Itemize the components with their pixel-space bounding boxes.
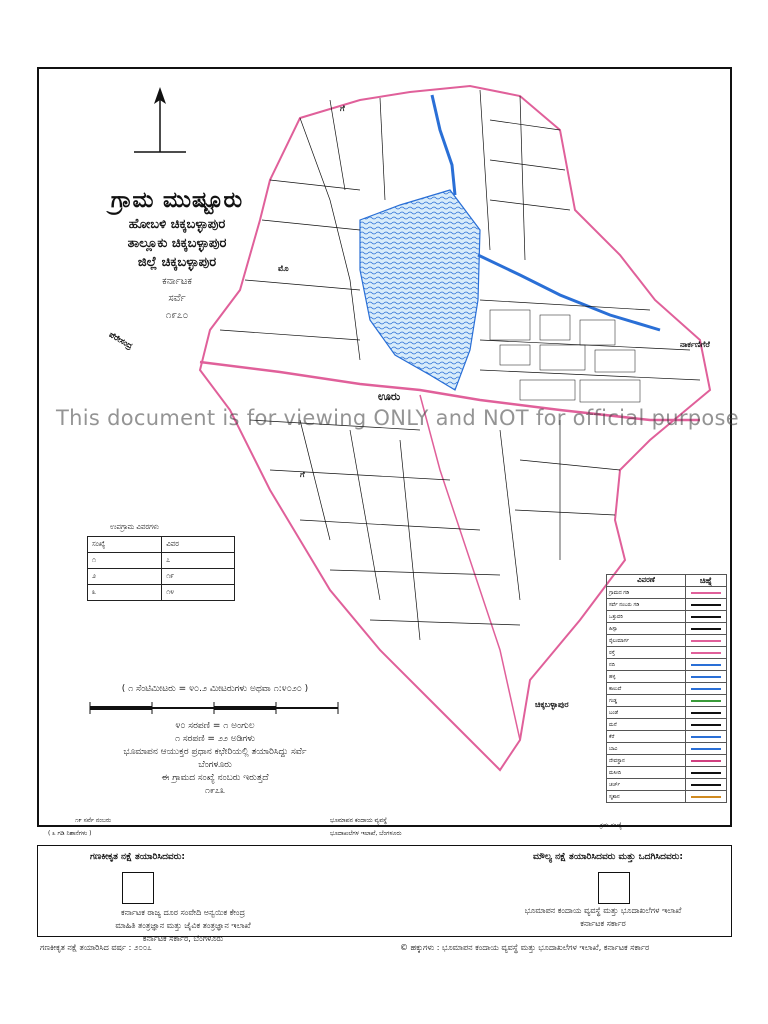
scale-chain-inch: ೪೦ ಸರಪಣಿ = ೧ ಅಂಗುಲ [175,721,255,731]
legend-line-icon [691,748,721,750]
legend-header-symbol: ಚಿಹ್ನೆ [686,575,727,587]
right-approval-line: ಭೂಮಾಪನ ಕಂದಾಯ ವ್ಯವಸ್ಥೆ ಮತ್ತು ಭೂದಾಖಲೆಗಳ ಇಲಾಖೆ [524,906,682,915]
hobli-name: ಹೋಬಳಿ ಚಿಕ್ಕಬಳ್ಳಾಪುರ [128,217,226,232]
map-legend [606,574,727,803]
table-cell: ೧೯ [162,569,235,585]
legend-label: ಬಾವಿ [607,743,686,755]
legend-symbol [686,767,727,779]
district-name: ಜಿಲ್ಲೆ ಚಿಕ್ಕಬಳ್ಳಾಪುರ [137,255,217,270]
village-number-note: ಈ ಗ್ರಾಮದ ಸಂಖ್ಯೆ ನಂಬರು ಇರುತ್ತದೆ [161,773,269,783]
left-approval-line: ಮಾಹಿತಿ ತಂತ್ರಜ್ಞಾನ ಮತ್ತು ಜೈವಿಕ ತಂತ್ರಜ್ಞಾನ ಇಲಾಖೆ [115,921,251,930]
scale-bar [88,698,342,718]
legend-row [607,683,727,695]
legend-row [607,707,727,719]
table-header: ವಿವರ [162,537,235,553]
legend-line-icon [691,604,721,606]
stream [432,95,455,195]
legend-row [607,611,727,623]
legend-symbol [686,671,727,683]
legend-label: ಗುಡ್ಡ [607,695,686,707]
legend-row [607,791,727,803]
legend-line-icon [691,796,721,798]
legend-row [607,743,727,755]
legend-line-icon [691,592,721,594]
digitized-year: ಗಣಕೀಕೃತ ನಕ್ಷೆ ತಯಾರಿಸಿದ ವರ್ಷ : ೨೦೦೭ [40,943,152,952]
legend-symbol [686,695,727,707]
footer-note-left-sub: ( ೩ ಗಡಿ ನಿಶಾನೆಗಳು ) [48,830,92,837]
right-stamp-box [598,872,630,904]
footer-note-center-sub: ಭೂದಾಖಲೆಗಳ ಇಲಾಖೆ, ಬೆಂಗಳೂರು [330,830,402,837]
legend-symbol [686,635,727,647]
taluk-name: ತಾಲ್ಲೂಕು ಚಿಕ್ಕಬಳ್ಳಾಪುರ [127,236,227,251]
settlement [490,310,640,402]
footer-note-center: ಭೂಮಾಪನ ಕಂದಾಯ ವ್ಯವಸ್ಥೆ [330,817,388,824]
legend-header-label: ವಿವರಣೆ [607,575,686,587]
legend-line-icon [691,712,721,714]
legend-label: ಮಸೀದಿ [607,767,686,779]
legend-label: ಬಂಡೆ [607,707,686,719]
scale-chain-feet: ೧ ಸರಪಣಿ = ೨೨ ಅಡಿಗಳು [174,734,255,744]
survey-office-note: ಭೂಮಾಪನ ಆಯುಕ್ತರ ಪ್ರಧಾನ ಕಛೇರಿಯಲ್ಲಿ ತಯಾರಿಸಿದ್ದು ಸರ್ವೆ [123,747,307,757]
left-approval-line: ಕರ್ನಾಟಕ ರಾಜ್ಯ ದೂರ ಸಂವೇದಿ ಅನ್ವಯಿಕ ಕೇಂದ್ರ [121,908,245,917]
legend-label: ಕಾಲುವೆ [607,683,686,695]
legend-symbol [686,791,727,803]
scale-block [80,684,350,796]
place-label: ಪೆರೇಸಂದ್ರ [107,330,135,351]
legend-symbol [686,755,727,767]
legend-label: ಚರ್ಚ್ [607,779,686,791]
table-row [88,585,235,601]
hamlet-table-title: ಉಪಗ್ರಾಮ ವಿವರಗಳು [110,523,159,531]
legend-symbol [686,599,727,611]
legend-line-icon [691,784,721,786]
watermark: This document is for viewing ONLY and NOT for official purpose [56,406,739,430]
legend-symbol [686,683,727,695]
legend-row [607,695,727,707]
footer-note-right: ಕ್ರಮ ಸಂಖ್ಯೆ [600,822,622,829]
legend-row [607,647,727,659]
legend-symbol [686,623,727,635]
table-cell: ೧೪ [162,585,235,601]
left-approval-line: ಕರ್ನಾಟಕ ಸರ್ಕಾರ, ಬೆಂಗಳೂರು [142,934,224,943]
legend-symbol [686,779,727,791]
legend-label: ರಸ್ತೆ [607,647,686,659]
left-stamp-box [122,872,154,904]
table-row [88,569,235,585]
legend-line-icon [691,676,721,678]
footer-note-left: ೧೯ ಸರ್ವೆ ನಂಬರು [75,817,112,824]
legend-label: ನದಿ [607,659,686,671]
legend-label: ಹಳ್ಳ [607,671,686,683]
table-header: ಸಂಖ್ಯೆ [88,537,162,553]
legend-line-icon [691,688,721,690]
legend-line-icon [691,700,721,702]
legend-line-icon [691,616,721,618]
legend-row [607,755,727,767]
table-cell: ೩ [88,585,162,601]
survey-year: ೧೯೭೦ [165,310,189,321]
copyright-notice: © ಹಕ್ಕುಗಳು : ಭೂಮಾಪನ ಕಂದಾಯ ವ್ಯವಸ್ಥೆ ಮತ್ತು ಭೂದಾಖಲೆಗಳ ಇಲಾಖೆ, ಕರ್ನಾಟಕ ಸರ್ಕಾರ [400,943,650,952]
legend-symbol [686,659,727,671]
legend-label: ಒತ್ತುವರಿ [607,611,686,623]
right-approval-heading: ಮೌಲ್ಯ ನಕ್ಷೆ ತಯಾರಿಸಿದವರು ಮತ್ತು ಒದಗಿಸಿದವರು: [533,852,683,862]
table-cell: ೭ [162,553,235,569]
left-approval-heading: ಗಣಕೀಕೃತ ನಕ್ಷೆ ತಯಾರಿಸಿದವರು: [90,852,185,862]
legend-label: ದೇವಸ್ಥಾನ [607,755,686,767]
scale-year: ೧೯೭೩ [204,786,226,796]
place-label: ಗೆ [300,470,305,479]
legend-symbol [686,707,727,719]
survey-label: ಸರ್ವೆ [168,293,186,304]
legend-line-icon [691,628,721,630]
legend-symbol [686,611,727,623]
legend-label: ಸರ್ವೆ ನಂಬರು ಗಡಿ [607,599,686,611]
survey-office-city: ಬೆಂಗಳೂರು [198,760,232,770]
legend-symbol [686,587,727,599]
legend-symbol [686,731,727,743]
hamlet-table [87,536,235,601]
legend-row [607,779,727,791]
right-approval-text [478,904,728,930]
legend-row [607,659,727,671]
left-approval-text [58,906,308,945]
legend-row [607,587,727,599]
table-row [88,553,235,569]
legend-line-icon [691,760,721,762]
legend-row [607,635,727,647]
approval-panel [37,845,732,943]
legend-label: ಸ್ಮಶಾನ [607,791,686,803]
stream [478,255,660,330]
village-name: ಗ್ರಾಮ ಮುಷ್ಟೂರು [110,188,244,213]
state-name: ಕರ್ನಾಟಕ [162,276,192,287]
right-approval-line: ಕರ್ನಾಟಕ ಸರ್ಕಾರ [580,919,626,928]
legend-row [607,671,727,683]
legend-row [607,719,727,731]
legend-label: ಗ್ರಾಮದ ಗಡಿ [607,587,686,599]
legend-row [607,623,727,635]
legend-header [607,575,727,587]
legend-symbol [686,719,727,731]
legend-label: ಮನೆ [607,719,686,731]
legend-line-icon [691,640,721,642]
road [420,395,520,740]
legend-line-icon [691,664,721,666]
legend-row [607,731,727,743]
legend-line-icon [691,772,721,774]
place-label: ಮೊ [278,264,289,273]
scale-ratio: ( ೧ ಸೆಂಟಿಮೀಟರು = ೪೦.೨ ಮೀಟರುಗಳು ಅಥವಾ ೧:೪೦೨೦ ) [121,684,309,694]
legend-label: ಹಿಸ್ಸಾ [607,623,686,635]
place-label: ನಾರ್ಕಣಿಗೆರೆ [680,340,710,349]
place-label: ಗೆ [340,104,345,113]
legend-symbol [686,647,727,659]
legend-body [607,587,727,803]
table-row [88,537,235,553]
village-site-label: ಊರು [378,390,401,403]
legend-row [607,599,727,611]
legend-line-icon [691,724,721,726]
legend-label: ಕೆರೆ [607,731,686,743]
table-cell: ೧ [88,553,162,569]
table-cell: ೨ [88,569,162,585]
lake [360,190,480,390]
legend-row [607,767,727,779]
legend-line-icon [691,652,721,654]
legend-line-icon [691,736,721,738]
map-title-block [52,188,302,321]
legend-symbol [686,743,727,755]
north-arrow [130,82,190,162]
legend-label: ರೈಲುಮಾರ್ಗ [607,635,686,647]
place-label: ಚಿಕ್ಕಬಳ್ಳಾಪುರ [535,700,569,709]
